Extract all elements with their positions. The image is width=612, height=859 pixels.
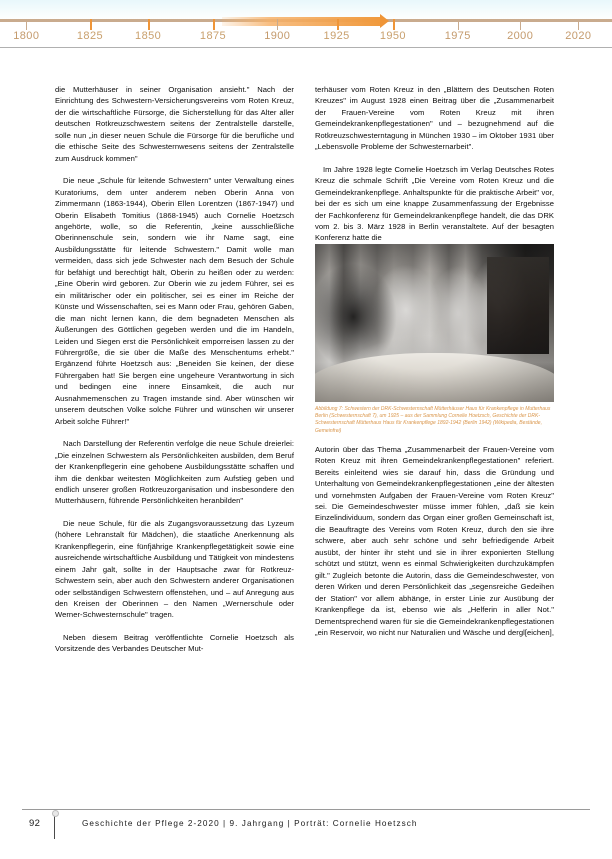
paragraph: die Mutterhäuser in seiner Organisation ansieht." Nach der Einrichtung des Schwestern-Versicherungsvereins vom Roten Kreuz, der die wirtschaftliche Fürsorge, die Sicherstellung für das Alter aller deutschen Rotkreuzschwestern seitens der Zentralstelle darstelle, solle nun „in dieser neuen Schule die Fürsorge für die berufliche und die ethische Seite des Schwesternwesens seitens der Zentralstelle zum Ausdruck kommen" xyxy=(55,85,294,163)
timeline-label-1950: 1950 xyxy=(379,30,406,42)
paragraph: Die neue „Schule für leitende Schwestern" unter Verwaltung eines Kuratoriums, dem unter anderem neben Oberin Anna von Zimmermann (1863-1944), Oberin Ellen Lorentzen (1867-1947) und Oberin Elisabeth Tomitius (1868-1945) auch Cornelie Hoetzsch angehörte, wolle, so die Referentin, „keine ausschließliche Oberinnenschule sein, sondern wie ihr Name sagt, eine Ausbildungsstätte für leitende Schwestern." Damit wolle man vermeiden, dass sich jede Schwester nach dem Besuch der Schule für befähigt und berechtigt hält, Oberin zu heißen oder zu werden: „Eine Oberin wird geboren. Zur Oberin wie zu jedem Führer, sei es ein militärischer oder ein politischer, sei es einer im Reiche der Künste und Wissenschaften, sei es Mann oder Frau, gehören Gaben, die man nicht lernen kann, die dem begnadeten Menschen als Äußerungen des Göttlichen gegeben werden und die im Handeln, Leiden und Siegen erst die Persönlichkeit emporreisen lassen zu der Führergröße, die sie über die Maße des Menschentums erhebt." Ergänzend führte Hoetzsch aus: „Beneiden Sie keinen, der diese Führergaben hat! Sie bergen eine ungeheure Verantwortung in sich und bedingen eine innere Einsamkeit, die auch nur Ausnahmemenschen zu Tragen imstande sind. Aber wünschen wir unserem deutschen Volke solche Führer und wünschen wir unserer Arbeit solche Führer!" xyxy=(55,176,294,426)
timeline-tick-1800 xyxy=(26,19,27,30)
paragraph: terhäuser vom Roten Kreuz in den „Blättern des Deutschen Roten Kreuzes" im August 1928 einen Beitrag über die „Zusammenarbeit der Frauen-Vereine vom Roten Kreuz mit ihren Gemeindekrankenpflegestationen" und – bezugnehmend auf die Rotkreuzschwesterntagung in München 1930 – im Oktober 1931 über „Lebensvolle Probleme der Schwesternarbeit". xyxy=(315,85,554,152)
timeline-label-1800: 1800 xyxy=(13,30,40,42)
timeline-label-2020: 2020 xyxy=(565,30,592,42)
timeline-tick-1875 xyxy=(213,19,215,30)
right-text-column xyxy=(315,84,554,655)
page-footer xyxy=(0,809,612,843)
timeline-arrowhead-icon xyxy=(380,14,389,28)
paragraph: Im Jahre 1928 legte Cornelie Hoetzsch im Verlag Deutsches Rotes Kreuz die schmale Schrift „Die Vereine vom Roten Kreuz und die Gemeindekrankenpflege. Anhaltspunkte für die praktische Arbeit" vor, bei der es sich um eine knappe Zusammenfassung der Ergebnisse der Fachkonferenz für Gemeindekrankenpflege handelt, die das DRK vom 2. bis 3. März 1928 in Berlin veranstaltete. Auf der besagten Konferenz hatte die xyxy=(315,164,554,243)
timeline-tick-1850 xyxy=(148,19,150,30)
historical-photograph xyxy=(315,244,554,402)
paragraph: Autorin über das Thema „Zusammenarbeit der Frauen-Vereine vom Roten Kreuz mit ihren Gemeindekrankenpflegestationen" referiert. Bereits einleitend wies sie darauf hin, dass die Gründung und Unterhaltung von Gemeindekrankenpflegestationen „eine der ältesten und vornehmsten Aufgaben der Frauen-Vereine vom Roten Kreuz" sei. Die Gemeindeschwester müsse immer fühlen, „daß sie kein Einzelindividuum, sondern das Organ einer großen Gemeinschaft ist, die Beauftragte des Vereins vom Roten Kreuz, durch den sie ihre schwere, aber auch sehr schöne und sehr befriedigende Arbeit ausübt, der hinter ihr steht und sie in ihrer exponierten Stellung schützt und stützt, wenn es einmal Schwierigkeiten durchzukämpfen gilt." Zugleich betonte die Autorin, dass die Gemeindeschwester, von deren Wirken und deren Persönlichkeit das „segensreiche Gedeihen der Station" vor allem abhänge, in erster Linie zur Ausübung der Krankenpflege da ist, ebenso wie als „Helferin in aller Not." Dementsprechend waren für sie die Gemeindekrankenpflegestationen „ein Reservoir, wo nicht nur Naturalien und Wäsche und dergl[eichen], xyxy=(315,444,554,637)
paragraph: Die neue Schule, für die als Zugangsvoraussetzung das Lyzeum (höhere Lehranstalt für Mädchen), die staatliche Anerkennung als Krankenpflegerin, eine fünfjährige Krankenpflegetätigkeit sowie eine ausreichende wirtschaftliche Ausbildung und Tätigkeit von mindestens einem Jahr galt, sollte in der Hauptsache zwar für Rotkreuz-Schwestern sein, aber auch den Schwestern anderer Organisationen oder selbständigen Schwestern offenstehen, und – auf Anregung aus den Kreisen der Oberinnen – den Namen „Wernerschule oder Werner-Schwesternschule" tragen. xyxy=(55,518,294,620)
timeline-label-1875: 1875 xyxy=(199,30,227,42)
timeline-tick-2000 xyxy=(520,19,521,30)
two-column-layout xyxy=(55,84,555,655)
timeline-tick-1950 xyxy=(393,19,395,30)
footer-citation: Geschichte der Pflege 2-2020 | 9. Jahrgang | Porträt: Cornelie Hoetzsch xyxy=(82,819,418,828)
figure-block xyxy=(315,244,554,435)
page-body xyxy=(0,52,612,859)
page-number: 92 xyxy=(29,818,41,829)
timeline-label-1900: 1900 xyxy=(264,30,291,42)
figure-caption: Abbildung 7: Schwestern der DRK-Schwesternschaft Mütterhäuser Haus für Krankenpflege in Mutterhaus Berlin (Schwesternschaft 7), um 1925 – aus der Sammlung Cornelie Hoetzsch, Geschichte der DRK-Schwesternschaft Mütterhaus Haus für Krankenpflege 1892-1942 (Berlin 1942) (Wikipedia, Bestände, Gemeinfrei) xyxy=(315,405,551,434)
photo-vignette xyxy=(315,244,554,402)
timeline-label-1925: 1925 xyxy=(323,30,350,42)
timeline-header xyxy=(0,0,612,52)
timeline-tick-1900 xyxy=(277,19,278,30)
timeline-label-1850: 1850 xyxy=(135,30,162,42)
right-column-top-paragraphs xyxy=(315,84,554,244)
timeline-label-1825: 1825 xyxy=(76,30,103,42)
left-text-column xyxy=(55,84,294,655)
footer-bullet-icon xyxy=(52,810,59,817)
timeline-tick-2020 xyxy=(578,19,579,30)
timeline-label-2000: 2000 xyxy=(507,30,534,42)
paragraph: Nach Darstellung der Referentin verfolge die neue Schule dreierlei: „Die einzelnen Schwestern als Persönlichkeiten ausbilden, dem Beruf der Krankenpflegerin eine gehobene Ausbildungsstätte schaffen und ihm die denkbar weitesten Möglichkeiten zum Aufstieg geben und endlich unserer großen Rotkreuzorganisation und insbesondere den Mutterhäusern, führende Persönlichkeiten heranbilden" xyxy=(55,439,294,506)
timeline-highlight-arrow xyxy=(222,17,382,26)
timeline-baseline-rule xyxy=(0,47,612,48)
footer-rule xyxy=(22,809,590,810)
timeline-tick-1825 xyxy=(90,19,92,30)
right-column-bottom-paragraphs xyxy=(315,444,554,639)
timeline-label-1975: 1975 xyxy=(444,30,471,42)
timeline-tick-1975 xyxy=(458,19,459,30)
paragraph: Neben diesem Beitrag veröffentlichte Cornelie Hoetzsch als Vorsitzende des Verbandes Deutscher Mut- xyxy=(55,632,294,654)
timeline-tick-1925 xyxy=(337,19,339,30)
